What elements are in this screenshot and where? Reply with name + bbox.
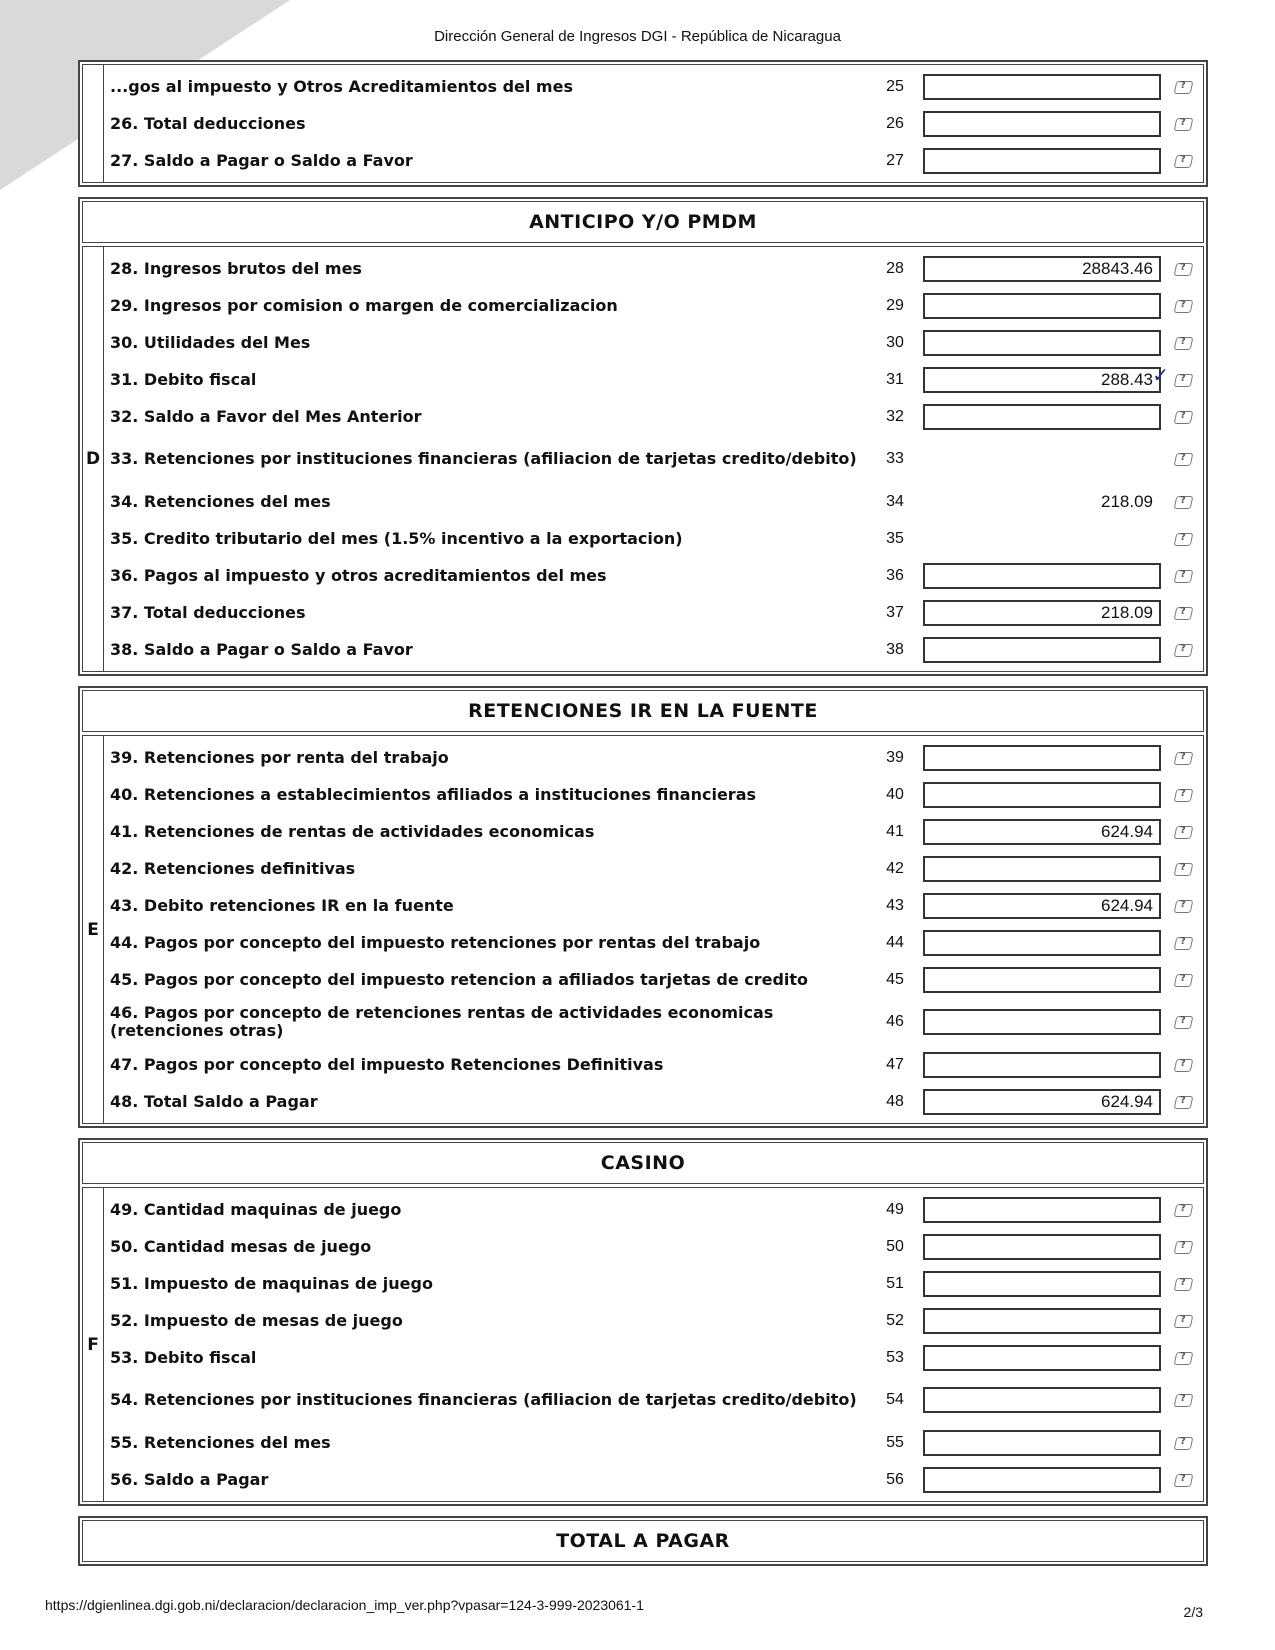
amount-field[interactable]	[923, 1387, 1161, 1413]
row-label: 41. Retenciones de rentas de actividades economicas	[110, 821, 595, 841]
calculator-help-icon[interactable]	[1173, 1013, 1193, 1031]
row-label: 48. Total Saldo a Pagar	[110, 1091, 318, 1111]
row-label: 54. Retenciones por instituciones financieras (afiliacion de tarjetas credito/debito)	[110, 1390, 857, 1409]
calculator-help-icon[interactable]	[1173, 860, 1193, 878]
rows-container	[103, 735, 1204, 1124]
row-label: 28. Ingresos brutos del mes	[110, 258, 362, 278]
row-label: 42. Retenciones definitivas	[110, 858, 356, 878]
row-label: 40. Retenciones a establecimientos afiliados a instituciones financieras	[110, 784, 757, 804]
rows-container	[103, 1187, 1204, 1502]
form-row	[104, 739, 1203, 776]
amount-field[interactable]	[923, 1234, 1161, 1260]
calculator-help-icon[interactable]	[1173, 823, 1193, 841]
section-letter: F	[82, 1187, 103, 1502]
row-number: 29	[886, 296, 904, 314]
form-row	[104, 435, 1203, 483]
row-number: 26	[886, 114, 904, 132]
form-row	[104, 776, 1203, 813]
row-number: 46	[886, 1013, 904, 1030]
calculator-help-icon[interactable]	[1173, 371, 1193, 389]
row-label: 37. Total deducciones	[110, 602, 306, 622]
amount-field[interactable]	[923, 330, 1161, 356]
row-number: 27	[886, 151, 904, 169]
row-number: 39	[886, 748, 904, 766]
calculator-help-icon[interactable]	[1173, 297, 1193, 315]
calculator-help-icon[interactable]	[1173, 641, 1193, 659]
form-row	[104, 850, 1203, 887]
form-row	[104, 483, 1203, 520]
section-total	[78, 1516, 1208, 1566]
row-label: 36. Pagos al impuesto y otros acreditamientos del mes	[110, 565, 607, 585]
amount-field[interactable]	[923, 1009, 1161, 1035]
amount-field[interactable]: 28843.46	[923, 256, 1161, 282]
row-number: 56	[886, 1470, 904, 1488]
form-row	[104, 287, 1203, 324]
row-number: 41	[886, 822, 904, 840]
row-label: 51. Impuesto de maquinas de juego	[110, 1273, 433, 1293]
form-row	[104, 1228, 1203, 1265]
row-number: 44	[886, 933, 904, 951]
row-number: 54	[886, 1391, 904, 1408]
amount-field[interactable]	[923, 563, 1161, 589]
calculator-help-icon[interactable]	[1173, 334, 1193, 352]
rows-container	[103, 246, 1204, 672]
form-row	[104, 813, 1203, 850]
row-number: 31	[886, 370, 904, 388]
amount-field[interactable]	[923, 1197, 1161, 1223]
form-row	[104, 1191, 1203, 1228]
calculator-help-icon[interactable]	[1173, 450, 1193, 468]
section-retenciones	[78, 686, 1208, 1128]
amount-field[interactable]	[923, 1430, 1161, 1456]
amount-field[interactable]: 218.09	[923, 600, 1161, 626]
section-top-continuation	[78, 60, 1208, 187]
row-label: 32. Saldo a Favor del Mes Anterior	[110, 406, 422, 426]
section-casino	[78, 1138, 1208, 1506]
amount-field[interactable]: 624.94	[923, 1089, 1161, 1115]
row-label: 34. Retenciones del mes	[110, 491, 331, 511]
row-label: 45. Pagos por concepto del impuesto retencion a afiliados tarjetas de credito	[110, 969, 809, 989]
form-row	[104, 68, 1203, 105]
section-letter: D	[82, 246, 103, 672]
amount-field[interactable]	[923, 782, 1161, 808]
amount-field[interactable]	[923, 148, 1161, 174]
row-number: 34	[886, 492, 904, 510]
row-number: 50	[886, 1237, 904, 1255]
row-label: 50. Cantidad mesas de juego	[110, 1236, 372, 1256]
calculator-help-icon[interactable]	[1173, 971, 1193, 989]
row-label: ...gos al impuesto y Otros Acreditamientos del mes	[110, 76, 573, 96]
row-label: 56. Saldo a Pagar	[110, 1469, 269, 1489]
form-row	[104, 1265, 1203, 1302]
amount-field[interactable]: 288.43	[923, 367, 1161, 393]
section-letter	[82, 64, 103, 183]
calculator-help-icon[interactable]	[1173, 604, 1193, 622]
section-title: CASINO	[82, 1142, 1204, 1184]
calculator-help-icon[interactable]	[1173, 897, 1193, 915]
page-header: Dirección General de Ingresos DGI - República de Nicaragua	[434, 28, 841, 45]
amount-field[interactable]	[923, 745, 1161, 771]
calculator-help-icon[interactable]	[1173, 1238, 1193, 1256]
calculator-help-icon[interactable]	[1173, 1056, 1193, 1074]
amount-field[interactable]	[923, 856, 1161, 882]
row-number: 55	[886, 1433, 904, 1451]
amount-field[interactable]: 218.09	[923, 489, 1161, 515]
form-row	[104, 1424, 1203, 1461]
calculator-help-icon[interactable]	[1173, 934, 1193, 952]
form-row	[104, 1083, 1203, 1120]
calculator-help-icon[interactable]	[1173, 152, 1193, 170]
calculator-help-icon[interactable]	[1173, 1349, 1193, 1367]
row-label: 29. Ingresos por comision o margen de comercializacion	[110, 295, 618, 315]
calculator-help-icon[interactable]	[1173, 786, 1193, 804]
calculator-help-icon[interactable]	[1173, 530, 1193, 548]
calculator-help-icon[interactable]	[1173, 1201, 1193, 1219]
row-number: 51	[886, 1274, 904, 1292]
row-number: 53	[886, 1348, 904, 1366]
row-number: 33	[886, 450, 904, 467]
row-number: 43	[886, 896, 904, 914]
row-label: 39. Retenciones por renta del trabajo	[110, 747, 449, 767]
calculator-help-icon[interactable]	[1173, 1434, 1193, 1452]
row-label: 27. Saldo a Pagar o Saldo a Favor	[110, 150, 413, 170]
amount-field[interactable]	[923, 1271, 1161, 1297]
amount-field[interactable]	[923, 293, 1161, 319]
form-row	[104, 250, 1203, 287]
amount-field[interactable]	[923, 1052, 1161, 1078]
form-row	[104, 324, 1203, 361]
form-row	[104, 1046, 1203, 1083]
form-row	[104, 1339, 1203, 1376]
amount-field[interactable]	[923, 1467, 1161, 1493]
section-title: ANTICIPO Y/O PMDM	[82, 201, 1204, 243]
calculator-help-icon[interactable]	[1173, 1471, 1193, 1489]
form-row	[104, 998, 1203, 1046]
rows-container	[103, 64, 1204, 183]
row-number: 36	[886, 566, 904, 584]
form-row	[104, 361, 1203, 398]
form-row	[104, 520, 1203, 557]
row-number: 38	[886, 640, 904, 658]
row-number: 45	[886, 970, 904, 988]
amount-field[interactable]: 624.94	[923, 819, 1161, 845]
footer-url: https://dgienlinea.dgi.gob.ni/declaracion/declaracion_imp_ver.php?vpasar=124-3-999-2023061-1	[45, 1597, 644, 1613]
handwritten-check-icon: ✓	[1152, 363, 1169, 387]
form-row	[104, 594, 1203, 631]
amount-field[interactable]	[923, 637, 1161, 663]
calculator-help-icon[interactable]	[1173, 567, 1193, 585]
row-number: 52	[886, 1311, 904, 1329]
row-label: 38. Saldo a Pagar o Saldo a Favor	[110, 639, 413, 659]
row-label: 52. Impuesto de mesas de juego	[110, 1310, 403, 1330]
amount-field[interactable]	[923, 404, 1161, 430]
calculator-help-icon[interactable]	[1173, 493, 1193, 511]
row-label: 30. Utilidades del Mes	[110, 332, 311, 352]
calculator-help-icon[interactable]	[1173, 1275, 1193, 1293]
calculator-help-icon[interactable]	[1173, 78, 1193, 96]
row-label: 31. Debito fiscal	[110, 369, 257, 389]
page-number: 2/3	[1183, 1604, 1203, 1620]
row-label: 43. Debito retenciones IR en la fuente	[110, 895, 454, 915]
amount-field[interactable]	[923, 111, 1161, 137]
amount-field[interactable]	[923, 1345, 1161, 1371]
calculator-help-icon[interactable]	[1173, 1093, 1193, 1111]
row-number: 40	[886, 785, 904, 803]
calculator-help-icon[interactable]	[1173, 749, 1193, 767]
form-row	[104, 105, 1203, 142]
row-number: 37	[886, 603, 904, 621]
calculator-help-icon[interactable]	[1173, 1312, 1193, 1330]
row-number: 25	[886, 77, 904, 95]
form-row	[104, 631, 1203, 668]
amount-field[interactable]	[923, 74, 1161, 100]
section-anticipo	[78, 197, 1208, 676]
amount-field[interactable]	[923, 446, 1161, 472]
row-number: 32	[886, 407, 904, 425]
calculator-help-icon[interactable]	[1173, 260, 1193, 278]
row-label: 33. Retenciones por instituciones financieras (afiliacion de tarjetas credito/debito)	[110, 449, 857, 468]
row-number: 35	[886, 529, 904, 547]
amount-field[interactable]	[923, 967, 1161, 993]
section-letter: E	[82, 735, 103, 1124]
row-label: 46. Pagos por concepto de retenciones rentas de actividades economicas (retenciones otras)	[110, 1003, 774, 1040]
row-label: 44. Pagos por concepto del impuesto retenciones por rentas del trabajo	[110, 932, 761, 952]
row-label: 53. Debito fiscal	[110, 1347, 257, 1367]
row-label: 26. Total deducciones	[110, 113, 306, 133]
row-number: 42	[886, 859, 904, 877]
amount-field[interactable]	[923, 526, 1161, 552]
form-row	[104, 1461, 1203, 1498]
row-number: 28	[886, 259, 904, 277]
form-row	[104, 924, 1203, 961]
section-title: TOTAL A PAGAR	[82, 1520, 1204, 1562]
row-number: 30	[886, 333, 904, 351]
row-label: 55. Retenciones del mes	[110, 1432, 331, 1452]
row-number: 48	[886, 1092, 904, 1110]
form-row	[104, 398, 1203, 435]
form-row	[104, 1376, 1203, 1424]
form-row	[104, 557, 1203, 594]
amount-field[interactable]	[923, 930, 1161, 956]
calculator-help-icon[interactable]	[1173, 408, 1193, 426]
calculator-help-icon[interactable]	[1173, 1391, 1193, 1409]
form-row	[104, 142, 1203, 179]
row-label: 47. Pagos por concepto del impuesto Retenciones Definitivas	[110, 1054, 664, 1074]
tax-form	[78, 60, 1208, 1566]
form-row	[104, 887, 1203, 924]
row-label: 35. Credito tributario del mes (1.5% incentivo a la exportacion)	[110, 528, 683, 548]
amount-field[interactable]: 624.94	[923, 893, 1161, 919]
calculator-help-icon[interactable]	[1173, 115, 1193, 133]
row-number: 49	[886, 1200, 904, 1218]
section-title: RETENCIONES IR EN LA FUENTE	[82, 690, 1204, 732]
row-label: 49. Cantidad maquinas de juego	[110, 1199, 402, 1219]
row-number: 47	[886, 1055, 904, 1073]
form-row	[104, 961, 1203, 998]
amount-field[interactable]	[923, 1308, 1161, 1334]
form-row	[104, 1302, 1203, 1339]
